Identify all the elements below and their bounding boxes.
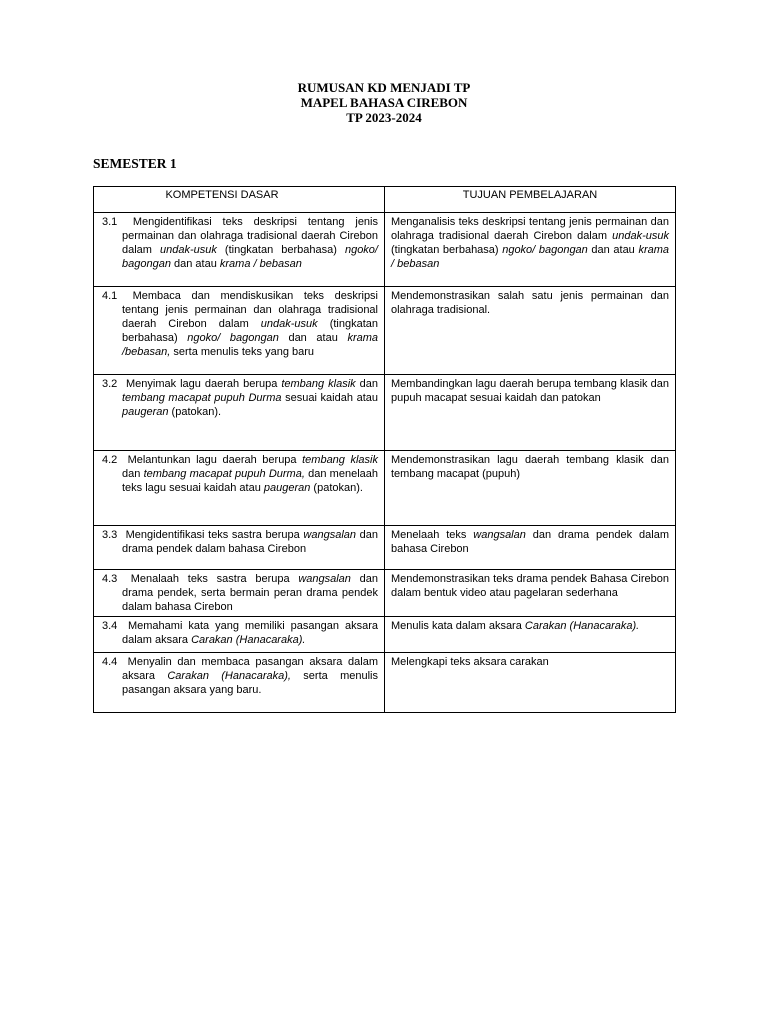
text-run: krama / bebasan xyxy=(391,244,669,270)
kd-number: 3.4 xyxy=(102,620,118,632)
text-run: Menganalisis teks deskripsi tentang jenis permainan dan olahraga tradisional daerah Cirebon dalam xyxy=(391,216,669,242)
text-run: Carakan (Hanacaraka). xyxy=(524,620,640,632)
tujuan-pembelajaran-cell xyxy=(385,375,676,451)
text-run: dan atau xyxy=(170,258,220,270)
kompetensi-dasar-cell xyxy=(94,375,385,451)
text-run: (tingkatan berbahasa) xyxy=(122,318,378,344)
text-run: wangsalan xyxy=(298,573,351,585)
text-run: dan drama pendek dalam bahasa Cirebon xyxy=(391,529,669,555)
text-run: (tingkatan berbahasa) xyxy=(216,244,345,256)
text-run: tembang macapat pupuh Durma, xyxy=(143,468,305,480)
text-run: dan atau xyxy=(587,244,639,256)
kompetensi-dasar-cell xyxy=(94,570,385,617)
text-run: Carakan (Hanacaraka). xyxy=(191,634,306,646)
table-row xyxy=(94,617,676,653)
text-run: tembang klasik xyxy=(281,378,356,390)
text-run: (tingkatan berbahasa) xyxy=(391,244,503,256)
kd-number: 4.3 xyxy=(102,573,118,585)
text-run: Memahami kata yang memiliki pasangan aksara dalam aksara xyxy=(122,620,378,646)
table-row xyxy=(94,653,676,713)
title-line-3: TP 2023-2024 xyxy=(346,110,422,125)
kd-tp-table xyxy=(93,186,676,713)
header-kompetensi-dasar: KOMPETENSI DASAR xyxy=(94,187,385,213)
title-line-2: MAPEL BAHASA CIREBON xyxy=(300,95,468,110)
text-run: Menalaah teks sastra berupa xyxy=(122,573,299,585)
kd-number: 3.1 xyxy=(102,216,118,228)
text-run: (patokan). xyxy=(310,482,363,494)
text-run: dan drama pendek dalam bahasa Cirebon xyxy=(122,529,378,555)
kompetensi-dasar-cell xyxy=(94,653,385,713)
text-run: Mendemonstrasikan salah satu jenis permainan dan olahraga tradisional. xyxy=(391,290,669,316)
table-row xyxy=(94,526,676,570)
table-body xyxy=(94,213,676,713)
kompetensi-dasar-cell xyxy=(94,287,385,375)
document-title xyxy=(0,80,768,125)
text-run: undak-usuk xyxy=(260,318,318,330)
text-run: Melengkapi teks aksara carakan xyxy=(391,656,549,668)
text-run: tembang klasik xyxy=(302,454,378,466)
kd-number: 4.4 xyxy=(102,656,118,668)
text-run: serta menulis teks yang baru xyxy=(170,346,315,358)
text-run: serta menulis pasangan aksara yang baru. xyxy=(122,670,378,696)
text-run: Carakan (Hanacaraka), xyxy=(167,670,291,682)
text-run: wangsalan xyxy=(303,529,356,541)
text-run: Melantunkan lagu daerah berupa xyxy=(122,454,303,466)
text-run: (patokan). xyxy=(168,406,222,418)
tujuan-pembelajaran-cell xyxy=(385,570,676,617)
text-run: Menulis kata dalam aksara xyxy=(391,620,525,632)
kompetensi-dasar-cell xyxy=(94,213,385,287)
text-run: dan xyxy=(355,378,378,390)
tujuan-pembelajaran-cell xyxy=(385,213,676,287)
kompetensi-dasar-cell xyxy=(94,617,385,653)
text-run: Mendemonstrasikan teks drama pendek Bahasa Cirebon dalam bentuk video atau pagelaran sederhana xyxy=(391,573,669,599)
text-run: dan xyxy=(122,468,144,480)
semester-heading: SEMESTER 1 xyxy=(93,156,177,171)
text-run: undak-usuk xyxy=(160,244,217,256)
text-run: paugeran xyxy=(122,406,169,418)
text-run: Mengidentifikasi teks sastra berupa xyxy=(122,529,304,541)
text-run: Mendemonstrasikan lagu daerah tembang klasik dan tembang macapat (pupuh) xyxy=(391,454,669,480)
text-run: krama / bebasan xyxy=(219,258,302,270)
text-run: ngoko/ bagongan xyxy=(187,332,279,344)
table-row xyxy=(94,375,676,451)
tujuan-pembelajaran-cell xyxy=(385,287,676,375)
title-line-1: RUMUSAN KD MENJADI TP xyxy=(297,80,471,95)
text-run: Menelaah teks xyxy=(391,529,474,541)
text-run: dan menelaah teks lagu sesuai kaidah atau xyxy=(122,468,378,494)
text-run: ngoko/ bagongan xyxy=(122,244,378,270)
kompetensi-dasar-cell xyxy=(94,526,385,570)
text-run: krama /bebasan, xyxy=(122,332,378,358)
table-row xyxy=(94,213,676,287)
kompetensi-dasar-cell xyxy=(94,451,385,526)
text-run: Menyalin dan membaca pasangan aksara dalam aksara xyxy=(122,656,378,682)
table-row xyxy=(94,451,676,526)
table-row xyxy=(94,287,676,375)
text-run: Membaca dan mendiskusikan teks deskripsi tentang jenis permainan dan olahraga tradisional daerah Cirebon dalam xyxy=(122,290,378,330)
text-run: paugeran xyxy=(263,482,311,494)
tujuan-pembelajaran-cell xyxy=(385,526,676,570)
table-header-row xyxy=(94,187,676,213)
text-run: ngoko/ bagongan xyxy=(502,244,588,256)
text-run: Membandingkan lagu daerah berupa tembang klasik dan pupuh macapat sesuai kaidah dan patokan xyxy=(391,378,669,404)
text-run: Mengidentifikasi teks deskripsi tentang jenis permainan dan olahraga tradisional daerah Cirebon dalam xyxy=(122,216,378,256)
header-tujuan-pembelajaran: TUJUAN PEMBELAJARAN xyxy=(385,187,676,213)
tujuan-pembelajaran-cell xyxy=(385,617,676,653)
text-run: undak-usuk xyxy=(612,230,669,242)
tujuan-pembelajaran-cell xyxy=(385,653,676,713)
kd-number: 3.2 xyxy=(102,378,118,390)
table-row xyxy=(94,570,676,617)
tujuan-pembelajaran-cell xyxy=(385,451,676,526)
text-run: Menyimak lagu daerah berupa xyxy=(122,378,282,390)
text-run: sesuai kaidah atau xyxy=(281,392,378,404)
text-run: dan drama pendek, serta bermain peran drama pendek dalam bahasa Cirebon xyxy=(122,573,378,613)
text-run: tembang macapat pupuh Durma xyxy=(122,392,282,404)
text-run: dan atau xyxy=(278,332,348,344)
kd-number: 4.2 xyxy=(102,454,118,466)
kd-number: 3.3 xyxy=(102,529,118,541)
kd-number: 4.1 xyxy=(102,290,118,302)
text-run: wangsalan xyxy=(473,529,526,541)
